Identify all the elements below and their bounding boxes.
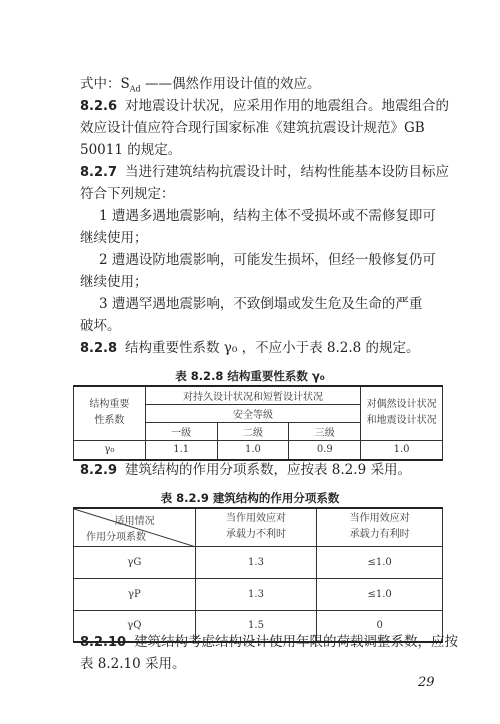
header-cell: 对持久设计状况和短暂设计状况 (145, 386, 360, 404)
clause-number: 8.2.6 (80, 99, 118, 114)
text: 3 遭遇罕遇地震影响，不致倒塌或发生危及生命的严重 (99, 296, 423, 312)
text: 结构重要性系数 γ₀ ，不应小于表 8.2.8 的规定。 (125, 340, 420, 356)
table-cell: ≤1.0 (317, 578, 443, 610)
text: 建筑结构考虑结构设计使用年限的荷载调整系数，应按 (134, 634, 459, 650)
text: 当进行建筑结构抗震设计时，结构性能基本设防目标应 (125, 164, 450, 180)
text: 破坏。 (80, 318, 121, 334)
header-text: 作用分项系数 (86, 531, 146, 543)
text-line (80, 140, 181, 160)
text: 1 遭遇多遇地震影响，结构主体不受损坏或不需修复即可 (99, 208, 436, 224)
table-caption: 表 8.2.9 建筑结构的作用分项系数 (160, 491, 340, 505)
clause-number: 8.2.7 (80, 165, 118, 180)
header-text: 适用情况 (114, 516, 155, 527)
header-cell: 结构重要 性系数 (74, 386, 146, 440)
clause-number: 8.2.8 (80, 341, 118, 356)
text: 继续使用； (80, 274, 148, 290)
text-line (80, 118, 425, 138)
table-cell: 1.1 (145, 440, 217, 460)
header-cell: 安全等级 (145, 404, 360, 422)
list-item (99, 294, 422, 314)
row-label: γQ (74, 610, 196, 642)
text: 表 8.2.10 采用。 (80, 656, 186, 672)
table-cell: 0 (317, 610, 443, 642)
row-label: γP (74, 578, 196, 610)
list-item (99, 206, 436, 226)
text: 建筑结构的作用分项系数，应按表 8.2.9 采用。 (125, 462, 411, 478)
text: 符合下列规定： (80, 186, 175, 202)
subscript: Ad (129, 84, 141, 94)
header-cell: 三级 (289, 422, 361, 440)
clause-8-2-9 (80, 460, 411, 481)
text: 式中：S (80, 76, 130, 92)
table-cell: 1.3 (195, 546, 317, 578)
table-cell: ≤1.0 (317, 546, 443, 578)
clause-8-2-6 (80, 96, 449, 117)
action-factor-table (73, 507, 443, 643)
clause-8-2-7 (80, 162, 449, 183)
text-line (80, 228, 148, 248)
clause-8-2-10 (80, 632, 458, 653)
table-cell: 1.0 (217, 440, 289, 460)
diagonal-header-cell (74, 508, 196, 546)
row-label: γG (74, 546, 196, 578)
text: 2 遭遇设防地震影响，可能发生损坏，但经一般修复仍可 (99, 252, 436, 268)
header-cell: 对偶然设计状况 和地震设计状况 (361, 386, 443, 440)
text-line (80, 316, 121, 336)
clause-number: 8.2.9 (80, 463, 118, 478)
text: 继续使用； (80, 230, 148, 246)
table-cell: 1.3 (195, 578, 317, 610)
header-cell: 二级 (217, 422, 289, 440)
header-cell: 当作用效应对 承载力不利时 (195, 508, 317, 546)
clause-number: 8.2.10 (80, 635, 127, 650)
table-cell: 1.5 (195, 610, 317, 642)
text-line (80, 272, 148, 292)
page-number: 29 (418, 675, 435, 690)
row-label: γ₀ (74, 440, 146, 460)
text-line (80, 184, 175, 204)
text: 效应设计值应符合现行国家标准《建筑抗震设计规范》GB (80, 120, 425, 136)
list-item (99, 250, 436, 270)
importance-factor-table (73, 385, 443, 461)
table-cell: 1.0 (361, 440, 443, 460)
text-line (80, 654, 186, 674)
header-cell: 一级 (145, 422, 217, 440)
table-caption: 表 8.2.8 结构重要性系数 γ₀ (175, 369, 325, 383)
text: 对地震设计状况，应采用作用的地震组合。地震组合的 (125, 98, 450, 114)
clause-8-2-8 (80, 338, 420, 359)
text: 50011 的规定。 (80, 142, 182, 158)
header-cell: 当作用效应对 承载力有利时 (317, 508, 443, 546)
text: ——偶然作用设计值的效应。 (140, 76, 321, 92)
table-cell: 0.9 (289, 440, 361, 460)
